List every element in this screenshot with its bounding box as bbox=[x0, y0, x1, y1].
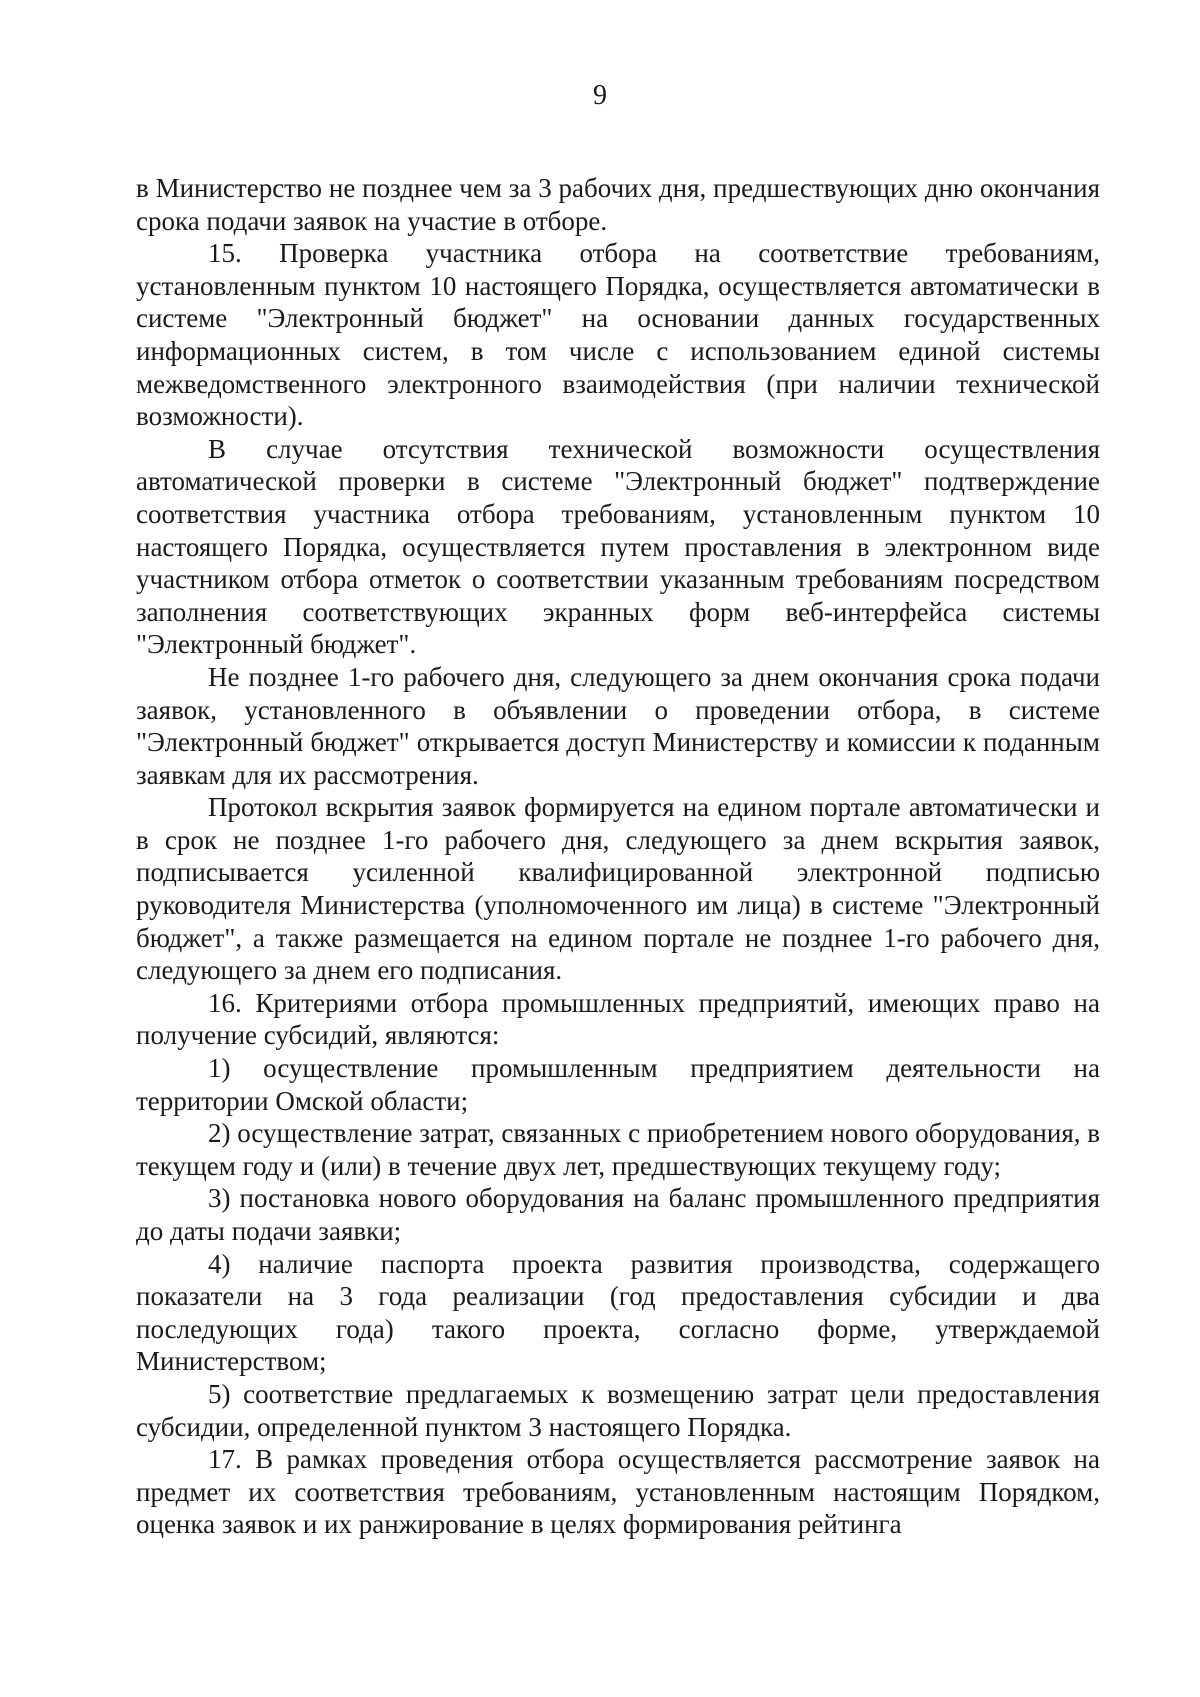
page-number: 9 bbox=[593, 80, 607, 111]
paragraph-no-technical-possibility: В случае отсутствия технической возможности осуществления автоматической проверки в системе "Электронный бюджет" подтверждение соответствия участника отбора требованиям, установленным пунктом 10 настоящего Порядка, осуществляется путем проставления в электронном виде участником отбора отметок о соответствии указанным требованиям посредством заполнения соответствующих экранных форм веб-интерфейса системы "Электронный бюджет". bbox=[136, 433, 1100, 660]
list-item-4: 4) наличие паспорта проекта развития производства, содержащего показатели на 3 года реализации (год предоставления субсидии и два последующих года) такого проекта, согласно форме, утверждаемой Министерством; bbox=[136, 1248, 1100, 1377]
paragraph-clause-15: 15. Проверка участника отбора на соответствие требованиям, установленным пунктом 10 настоящего Порядка, осуществляется автоматически в системе "Электронный бюджет" на основании данных государственных информационных систем, в том числе с использованием единой системы межведомственного электронного взаимодействия (при наличии технической возможности). bbox=[136, 238, 1100, 432]
paragraph-clause-17: 17. В рамках проведения отбора осуществляется рассмотрение заявок на предмет их соответствия требованиям, установленным настоящим Порядком, оценка заявок и их ранжирование в целях формирования рейтинга bbox=[136, 1444, 1100, 1540]
list-item-5: 5) соответствие предлагаемых к возмещению затрат цели предоставления субсидии, определенной пунктом 3 настоящего Порядка. bbox=[136, 1378, 1100, 1442]
paragraph-opening-protocol: Протокол вскрытия заявок формируется на едином портале автоматически и в срок не позднее 1-го рабочего дня, следующего за днем вскрытия заявок, подписывается усиленной квалифицированной электронной подписью руководителя Министерства (уполномоченного им лица) в системе "Электронный бюджет", а также размещается на едином портале не позднее 1-го рабочего дня, следующего за днем его подписания. bbox=[136, 792, 1100, 986]
paragraph-continuation: в Министерство не позднее чем за 3 рабочих дня, предшествующих дню окончания срока подачи заявок на участие в отборе. bbox=[136, 173, 1100, 236]
list-item-3: 3) постановка нового оборудования на баланс промышленного предприятия до даты подачи заявки; bbox=[136, 1183, 1100, 1246]
list-item-2: 2) осуществление затрат, связанных с приобретением нового оборудования, в текущем году и (или) в течение двух лет, предшествующих текущему году; bbox=[136, 1118, 1101, 1181]
list-item-1: 1) осуществление промышленным предприятием деятельности на территории Омской области; bbox=[136, 1053, 1100, 1116]
paragraph-clause-16: 16. Критериями отбора промышленных предприятий, имеющих право на получение субсидий, являются: bbox=[136, 987, 1100, 1051]
document-body bbox=[136, 172, 1100, 1541]
paragraph-access-opening: Не позднее 1-го рабочего дня, следующего за днем окончания срока подачи заявок, установленного в объявлении о проведении отбора, в системе "Электронный бюджет" открывается доступ Министерству и комиссии к поданным заявкам для их рассмотрения. bbox=[136, 661, 1100, 790]
